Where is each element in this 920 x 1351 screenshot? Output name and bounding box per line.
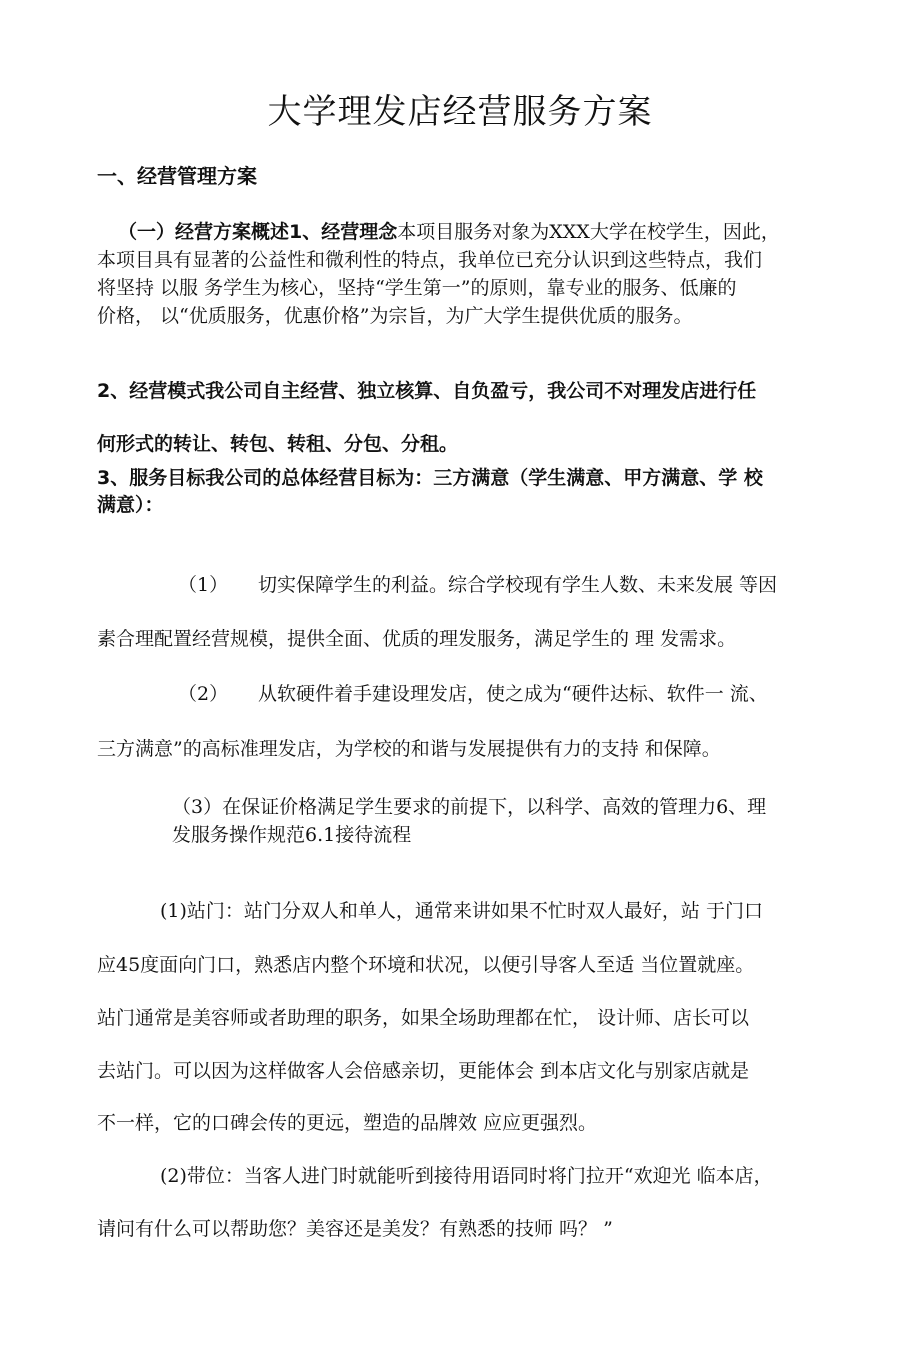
step1-line3: 站门通常是美容师或者助理的职务，如果全场助理都在忙， 设计师、店长可以 (97, 1007, 750, 1029)
step2-line1: (2)带位：当客人进门时就能听到接待用语同时将门拉开“欢迎光 临本店， (160, 1165, 773, 1187)
step1-line4: 去站门。可以因为这样做客人会倍感亲切，更能体会 到本店文化与别家店就是 (97, 1060, 750, 1082)
item3-line2: 发服务操作规范6.1接待流程 (172, 824, 412, 846)
item2-line1 (178, 679, 768, 706)
item1-line1 (178, 570, 777, 597)
document-title: 大学理发店经营服务方案 (267, 92, 653, 132)
para2-line2: 何形式的转让、转包、转租、分包、分租。 (97, 433, 459, 455)
para1-line4: 价格， 以“优质服务，优惠价格”为宗旨，为广大学生提供优质的服务。 (97, 305, 693, 327)
para1-line1-text: 本项目服务对象为XXX大学在校学生，因此， (397, 221, 780, 243)
item1-number: （1） (178, 574, 229, 596)
item2-line2: 三方满意”的高标准理发店，为学校的和谐与发展提供有力的支持 和保障。 (97, 738, 721, 760)
item2-number: （2） (178, 683, 229, 705)
item2-line1-text: 从软硬件着手建设理发店，使之成为“硬件达标、软件一 流、 (258, 683, 768, 705)
para2-line1: 2、经营模式我公司自主经营、独立核算、自负盈亏，我公司不对理发店进行任 (97, 380, 757, 402)
step2-line2: 请问有什么可以帮助您？美容还是美发？有熟悉的技师 吗？ ” (97, 1218, 613, 1240)
para3-line1: 3、服务目标我公司的总体经营目标为：三方满意（学生满意、甲方满意、学 校 (97, 467, 763, 489)
step1-line2: 应45度面向门口，熟悉店内整个环境和状况，以便引导客人至适 当位置就座。 (97, 954, 755, 976)
step1-line5: 不一样，它的口碑会传的更远，塑造的品牌效 应应更强烈。 (97, 1112, 598, 1134)
section-heading-management: 一、经营管理方案 (97, 164, 257, 188)
para1-line2: 本项目具有显著的公益性和微利性的特点，我单位已充分认识到这些特点，我们 (97, 249, 763, 271)
para1-bold-prefix: （一）经营方案概述1、经营理念 (118, 221, 398, 243)
step1-line1: (1)站门：站门分双人和单人，通常来讲如果不忙时双人最好，站 于门口 (160, 900, 763, 922)
para1-line1 (118, 217, 780, 244)
para1-line3: 将坚持 以服 务学生为核心，坚持“学生第一”的原则，靠专业的服务、低廉的 (97, 277, 737, 299)
item1-line1-text: 切实保障学生的利益。综合学校现有学生人数、未来发展 等因 (258, 574, 778, 596)
para3-line2: 满意）： (97, 494, 164, 516)
item1-line2: 素合理配置经营规模，提供全面、优质的理发服务，满足学生的 理 发需求。 (97, 628, 737, 650)
item3-line1: （3）在保证价格满足学生要求的前提下，以科学、高效的管理力6、理 (172, 796, 767, 818)
